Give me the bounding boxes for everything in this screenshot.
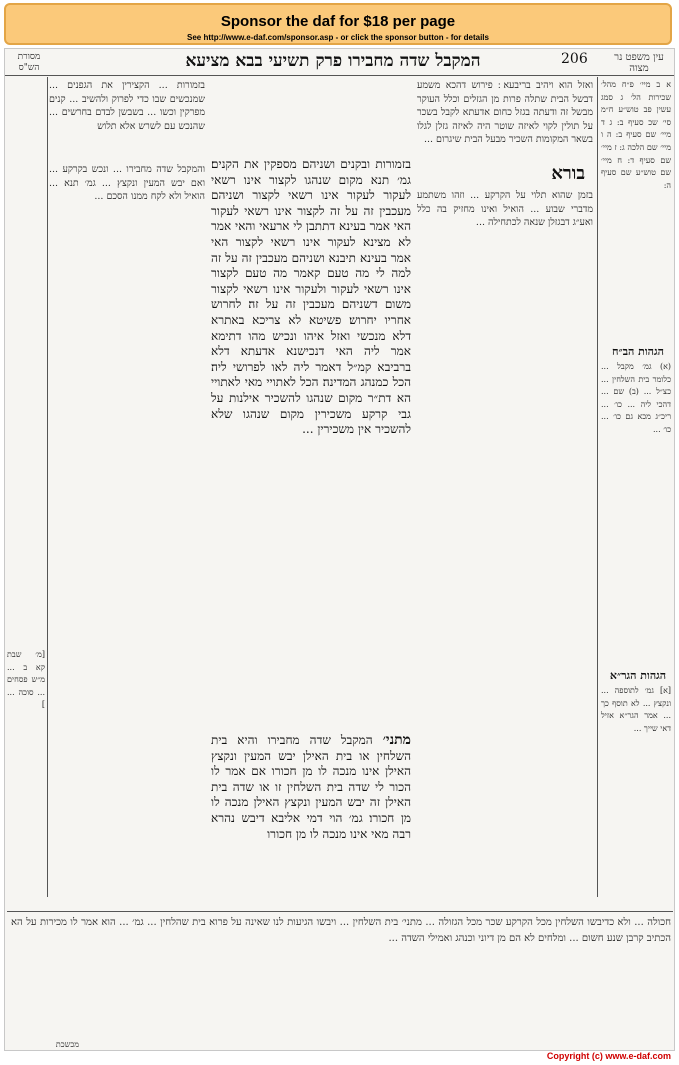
sponsor-title[interactable]: Sponsor the daf for $18 per page [220, 13, 456, 30]
right-column-rule [597, 77, 598, 897]
gilyon-column: [א] גמ׳ לתוספה ... ונקצץ ... לא תוסף כך ... אמר הגר״א אזיל דאי שייך ... [601, 686, 671, 733]
boraa-heading: בורא [551, 163, 585, 184]
mishna-label: מתני׳ [382, 733, 411, 748]
talmud-page [4, 48, 675, 1051]
copyright-notice[interactable]: Copyright (c) www.e-daf.com [546, 1051, 671, 1061]
left-column-rule [47, 77, 48, 897]
rashi-column: בזמן שהוא תלוי על הקרקע ... וזהו משתמע מדברי שבוע ... הואיל ואינו מחזיק בה כלל ואע״ג דבגזלן שנאה לכתחילה ... [417, 190, 593, 229]
tosafot-top-block: בזמורות ... הקצירין את הגפנים ... שמנכשים שבו כדי לפרוק ולהשיב ... קנים מפרקין וכשו ... בשבשן לבדם בחרשים ... שהנכש עם לשרש אלא תלוש [49, 80, 205, 132]
tosafot-column: והמקבל שדה מחבירו ... ונכש בקרקע ... ואם יבש המעין ונקצץ ... גמ׳ תנא ... הואיל ולא לקח ממנו הסכם ... [49, 164, 205, 203]
masoret-column: [מ׳ שבת קא ב ... מ״ש פסחים ... סוכה ... ] [7, 650, 45, 710]
hagahot-column: (א) גמ׳ מקבל ... כלומר בית השלחין ... כצ״ל ... (ב) שם ... דהכי ליה ... כו׳ ... ריכ״ג מכא גם כו׳ ... כו׳ ... [601, 362, 671, 434]
masoret-heading: מסורת הש"ס [17, 52, 41, 73]
gilyon-title: הגהות הגר״א [609, 669, 667, 682]
header-rule [5, 75, 675, 76]
rashi-top-block: ואזל הוא ויהיב בריבעא ׃ פירוש דהכא משמע דבשל הבית שתלה פרות מן הגזלים וכלל העוקר מבשל זה ודעתה בגזל כחום אדעתא לקבל בשכר על תולין לקוי לאיזה שוטר היה לאיזה גזלן לגלו בשאר המקומות השכיר מבעל הבית שיגרום ... [417, 80, 593, 146]
gemara-text: בזמורות ובקנים ושניהם מספקין את הקנים׃ גמ׳ תנא מקום שנהגו לקצור אינו רשאי לעקור לעקור אינו רשאי לקצור ושניהם מעכבין זה על זה לקצור אינו רשאי לעקור האי אמר בעינא דתתבן לי ארעאי והאי אמר לא מצינא לעקור אינו רשאי לקצור האי אמר בעינא תיבנא ושניהם מעכבין זה על זה למה לי מה טעם קאמר מה טעם לקצור אינו רשאי לעקור ולעקור אינו רשאי לקצור משום דשניהם מעכבין זה על זה׃ לחרוש אחריו יחרוש׃ פשיטא לא צריכא באתרא דלא מנכשי ואזל איהו ונכיש מהו דתימא אמר ליה האי דנכישנא אדעתא דלא ברביבא קמ״ל דאמר ליה לאו לפרושי ליה׃ הכל כמנהג המדינה׃ הכל לאתויי מאי לאתויי הא דת״ר מקום שנהגו להשכיר אילנות על גבי קרקע משכירין מקום שנהגו שלא להשכיר אין משכירין ... [211, 157, 411, 437]
bottom-rule [7, 911, 673, 912]
sponsor-subtitle[interactable]: See http://www.e-daf.com/sponsor.asp - or click the sponsor button - for details [187, 33, 489, 42]
ein-mishpat-heading: עין משפט נר מצוה [614, 52, 664, 74]
sponsor-banner[interactable] [4, 3, 672, 45]
ein-mishpat-column: א ב מיי׳ פ״ח מהל׳ שכירות הל׳ ג סמג עשין פב טוש״ע ח״מ סי׳ שכ סעיף ב: ג ד מיי׳ שם סעיף ב: ה ו מיי׳ שם הלכה ג: ז מיי׳ שם סעיף ד: ח מיי׳ שם טוש״ע שם סעיף ה: [601, 80, 671, 190]
bottom-commentary: חכולה ... ולא כדיבשו השלחין מכל הקרקע שכר מכל הגזולה ... מתני׳ בית השלחין ... ויבשו הגיעות לנו שאינה על פרוא בית שהלחין ... גמ׳ ... הוא אמר לו מכירות על הא הכתיב קרבן שנע חשום ... ומלחים לא הם מן דיוני וכנהג ואמילי השדה ... [11, 917, 671, 944]
catchword: מכשכת [55, 1040, 79, 1049]
page-title: המקבל שדה מחבירו פרק תשיעי בבא מציעא [185, 51, 481, 71]
mishna-text: המקבל שדה מחבירו והיא בית השלחין או בית האילן יבש המעין ונקצץ האילן אינו מנכה לו מן חכורו אם אמר לו הכור לי שדה בית השלחין זו או שדה בית האילן זה יבש המעין ונקצץ האילן מנכה לו מן חכורו׃ גמ׳ הוי דמי אליבא דיבש נהרא רבה מאי אינו מנכה לו מן חכורו [211, 733, 411, 841]
mishna-block [211, 733, 411, 908]
hagahot-title: הגהות הב״ח [612, 345, 664, 358]
page-number: 206 [561, 51, 588, 67]
